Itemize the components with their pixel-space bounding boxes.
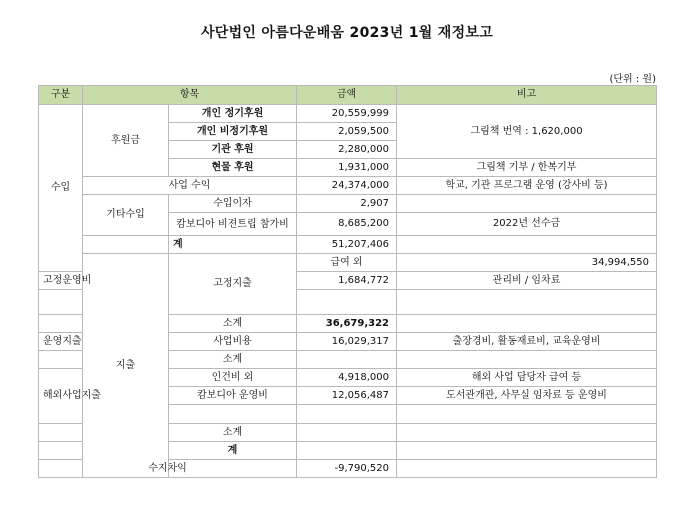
empty-cell bbox=[397, 442, 657, 460]
table-row bbox=[39, 195, 657, 213]
subtotal-amount bbox=[297, 351, 397, 369]
amount-cell: 2,280,000 bbox=[297, 141, 397, 159]
expense-label: 지출 bbox=[83, 254, 169, 478]
item-cell: 급여 외 bbox=[297, 254, 397, 272]
note-cell: 출장경비, 활동재료비, 교육운영비 bbox=[397, 333, 657, 351]
item-cell: 수입이자 bbox=[169, 195, 297, 213]
empty-cell bbox=[397, 460, 657, 478]
amount-cell: 20,559,999 bbox=[297, 105, 397, 123]
empty-cell bbox=[39, 290, 83, 315]
amount-cell: 2,907 bbox=[297, 195, 397, 213]
amount-cell: 24,374,000 bbox=[297, 177, 397, 195]
header-note: 비고 bbox=[397, 86, 657, 105]
note-cell: 학교, 기관 프로그램 운영 (강사비 등) bbox=[397, 177, 657, 195]
subtotal-amount: 36,679,322 bbox=[297, 315, 397, 333]
amount-cell: 34,994,550 bbox=[397, 254, 657, 272]
sponsorship-label: 후원금 bbox=[83, 105, 169, 177]
amount-cell: 2,059,500 bbox=[297, 123, 397, 141]
item-cell: 캄보디아 운영비 bbox=[169, 387, 297, 405]
empty-cell bbox=[397, 290, 657, 315]
item-cell: 개인 정기후원 bbox=[169, 105, 297, 123]
header-item: 항목 bbox=[83, 86, 297, 105]
note-cell: 해외 사업 담당자 급여 등 bbox=[397, 369, 657, 387]
balance-label: 수지차익 bbox=[39, 460, 297, 478]
empty-cell bbox=[397, 315, 657, 333]
empty-cell bbox=[397, 236, 657, 254]
empty-cell bbox=[39, 351, 83, 369]
fixed-expense-label: 고정지출 bbox=[169, 254, 297, 315]
amount-cell: 12,056,487 bbox=[297, 387, 397, 405]
item-cell: 개인 비정기후원 bbox=[169, 123, 297, 141]
item-cell: 인건비 외 bbox=[169, 369, 297, 387]
amount-cell: 4,918,000 bbox=[297, 369, 397, 387]
empty-cell bbox=[397, 405, 657, 424]
empty-cell bbox=[39, 442, 83, 460]
subtotal-label: 소계 bbox=[169, 424, 297, 442]
note-cell: 그림책 번역 : 1,620,000 bbox=[397, 105, 657, 159]
subtotal-label: 소계 bbox=[169, 315, 297, 333]
empty-cell bbox=[39, 315, 83, 333]
item-cell: 기관 후원 bbox=[169, 141, 297, 159]
empty-cell bbox=[297, 405, 397, 424]
finance-table bbox=[38, 85, 657, 478]
subtotal-label: 소계 bbox=[169, 351, 297, 369]
amount-cell: 1,684,772 bbox=[297, 272, 397, 290]
header-category: 구분 bbox=[39, 86, 83, 105]
item-cell: 현물 후원 bbox=[169, 159, 297, 177]
amount-cell: 8,685,200 bbox=[297, 213, 397, 236]
operating-expense-label: 운영지출 bbox=[39, 333, 83, 351]
empty-cell bbox=[169, 405, 297, 424]
note-cell bbox=[397, 195, 657, 213]
header-row bbox=[39, 86, 657, 105]
subtotal-amount bbox=[297, 424, 397, 442]
item-cell: 사업비용 bbox=[169, 333, 297, 351]
empty-cell bbox=[297, 290, 397, 315]
income-label: 수입 bbox=[39, 105, 83, 272]
balance-row bbox=[39, 460, 657, 478]
empty-cell bbox=[397, 424, 657, 442]
note-cell: 2022년 선수금 bbox=[397, 213, 657, 236]
note-cell: 도서관개관, 사무실 임차료 등 운영비 bbox=[397, 387, 657, 405]
report-title: 사단법인 아름다운배움 2023년 1월 재정보고 bbox=[200, 25, 494, 41]
balance-amount: -9,790,520 bbox=[297, 460, 397, 478]
unit-label: (단위 : 원) bbox=[609, 74, 656, 85]
income-total-amount: 51,207,406 bbox=[297, 236, 397, 254]
amount-cell: 16,029,317 bbox=[297, 333, 397, 351]
table-row bbox=[39, 105, 657, 123]
other-income-label: 기타수입 bbox=[83, 195, 169, 236]
expense-total-amount bbox=[297, 442, 397, 460]
overseas-expense-label: 해외사업지출 bbox=[39, 369, 83, 424]
empty-cell bbox=[397, 351, 657, 369]
note-cell: 그림책 기부 / 한복기부 bbox=[397, 159, 657, 177]
empty-cell bbox=[83, 236, 169, 254]
table-row bbox=[39, 236, 657, 254]
table-row bbox=[39, 177, 657, 195]
empty-cell bbox=[39, 424, 83, 442]
item-cell: 고정운영비 bbox=[39, 272, 83, 290]
amount-cell: 1,931,000 bbox=[297, 159, 397, 177]
table-row bbox=[39, 254, 657, 272]
expense-total-label: 계 bbox=[169, 442, 297, 460]
note-cell: 관리비 / 임차료 bbox=[397, 272, 657, 290]
header-amount: 금액 bbox=[297, 86, 397, 105]
business-label: 사업 수익 bbox=[83, 177, 297, 195]
item-cell: 캄보디아 비젼트립 참가비 bbox=[169, 213, 297, 236]
income-total-label: 계 bbox=[169, 236, 297, 254]
